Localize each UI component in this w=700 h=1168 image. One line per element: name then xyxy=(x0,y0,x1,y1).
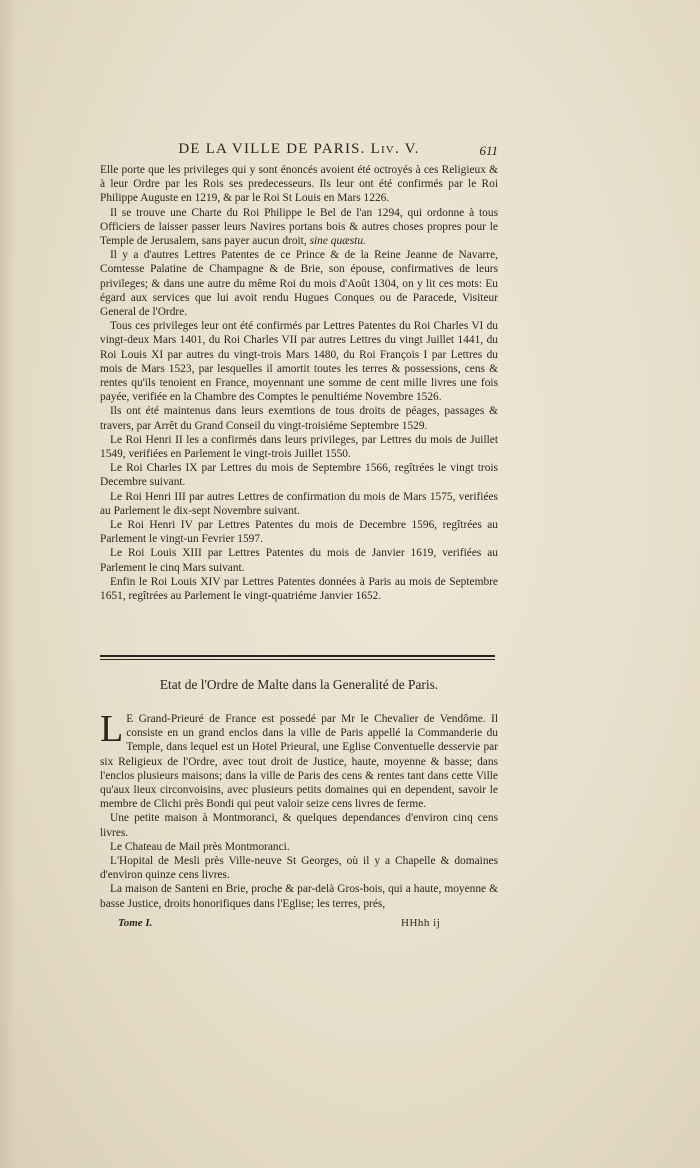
latin-phrase: sine quæstu. xyxy=(309,235,366,248)
section-first-paragraph-text: E Grand-Prieuré de France est possedé par Mr le Chevalier de Vendôme. Il consiste en un grand enclos dans la ville de Paris appellé la Commanderie du Temple, dans lequel est un Hotel Prieural, une Eglise Conventuelle desservie par six Religieux de l'Ordre, avec tout droit de Justice, haute, moyenne & basse; dans l'enclos plusieurs maisons; dans la ville de Paris des cens & rentes tant dans cette Ville qu'aux lieux circonvoisins, avec plusieurs petits domaines qui en dependent, savoir le membre de Clichi près Bondi qui peut valoir seize cens livres de ferme. xyxy=(100,713,498,811)
running-title: DE LA VILLE DE PARIS. Liv. V. xyxy=(178,141,420,157)
paragraph-9: Le Roi Henri IV par Lettres Patentes du mois de Decembre 1596, regîtrées au Parlement le vingt-un Fevrier 1597. xyxy=(100,519,498,546)
paragraph-4: Tous ces privileges leur ont été confirmés par Lettres Patentes du Roi Charles VI du vingt-deux Mars 1401, du Roi Charles VII par autres Lettres du vingt Juillet 1441, du Roi Louis XI par autres du vingt-trois Mars 1480, du Roi François I par Lettres du mois de Mars 1523, par lesquelles il amortit toutes les terres & possessions, cens & rentes qu'ils tenoient en France, moyennant une somme de cent mille livres une fois payée, verifiée en la Chambre des Comptes le penultiéme Novembre 1526. xyxy=(100,320,498,404)
paragraph-6: Le Roi Henri II les a confirmés dans leurs privileges, par Lettres du mois de Juillet 1549, verifiées en Parlement le vingt-trois Juillet 1550. xyxy=(100,433,498,461)
volume-signature: Tome I. xyxy=(118,917,153,929)
drop-cap-letter: L xyxy=(100,708,124,750)
binding-gutter-shadow xyxy=(0,0,16,1168)
paragraph-7: Le Roi Charles IX par Lettres du mois de Septembre 1566, regîtrées le vingt trois Decembre suivant. xyxy=(100,462,498,489)
section-paragraph-3: L'Hopital de Mesli près Ville-neuve St Georges, où il y a Chapelle & domaines d'environ quinze cens livres. xyxy=(100,855,498,882)
paragraph-2 xyxy=(100,206,498,249)
paragraph-1: Elle porte que les privileges qui y sont énoncés avoient été octroyés à ces Religieux & à leur Ordre par les Rois ses predecesseurs. Ils leur ont été confirmés par le Roi Philippe Auguste en 1219, & par le Roi St Louis en Mars 1226. xyxy=(100,164,498,205)
paragraph-8: Le Roi Henri III par autres Lettres de confirmation du mois de Mars 1575, verifiées au Parlement le dix-sept Novembre suivant. xyxy=(100,490,498,517)
main-text-block xyxy=(100,141,498,603)
section-paragraph-2: Le Chateau de Mail près Montmoranci. xyxy=(110,840,290,853)
section-first-paragraph xyxy=(100,708,498,811)
section-divider-rule xyxy=(100,655,495,657)
paragraph-11: Enfin le Roi Louis XIV par Lettres Patentes données à Paris au mois de Septembre 1651, regîtrées au Parlement le vingt-quatriéme Janvier 1652. xyxy=(100,575,498,603)
running-head xyxy=(100,141,498,163)
paragraph-10: Le Roi Louis XIII par Lettres Patentes du mois de Janvier 1619, verifiées au Parlement le cinq Mars suivant. xyxy=(100,547,498,574)
paragraph-2-text: Il se trouve une Charte du Roi Philippe le Bel de l'an 1294, qui ordonne à tous Officiers de laisser passer leurs Navires portans bois & autres choses propres pour le Temple de Jerusalem, sans payer aucun droit, xyxy=(100,206,498,248)
section-paragraph-4: La maison de Santeni en Brie, proche & par-delà Gros-bois, qui a haute, moyenne & basse Justice, droits honorifiques dans l'Eglise; les terres, prés, xyxy=(100,883,498,910)
section-text-block xyxy=(100,708,498,911)
page-number: 611 xyxy=(479,143,498,158)
section-title: Etat de l'Ordre de Malte dans la Generalité de Paris. xyxy=(159,677,439,692)
gathering-signature: HHhh ij xyxy=(401,917,441,929)
paragraph-3: Il y a d'autres Lettres Patentes de ce Prince & de la Reine Jeanne de Navarre, Comtesse Palatine de Champagne & de Brie, son épouse, confirmatives de leurs privileges; & dans une autre du même Roi du mois d'Août 1304, on y lit ces mots: Eu égard aux services que lui avoit rendu Hugues Conques ou de Paracede, Visiteur General de l'Ordre. xyxy=(100,249,498,319)
section-paragraph-1: Une petite maison à Montmoranci, & quelques dependances d'environ cinq cens livres. xyxy=(100,812,498,839)
paragraph-5: Ils ont été maintenus dans leurs exemtions de tous droits de péages, passages & travers, par Arrêt du Grand Conseil du vingt-troisiéme Septembre 1529. xyxy=(100,405,498,432)
page-footer xyxy=(118,917,498,931)
